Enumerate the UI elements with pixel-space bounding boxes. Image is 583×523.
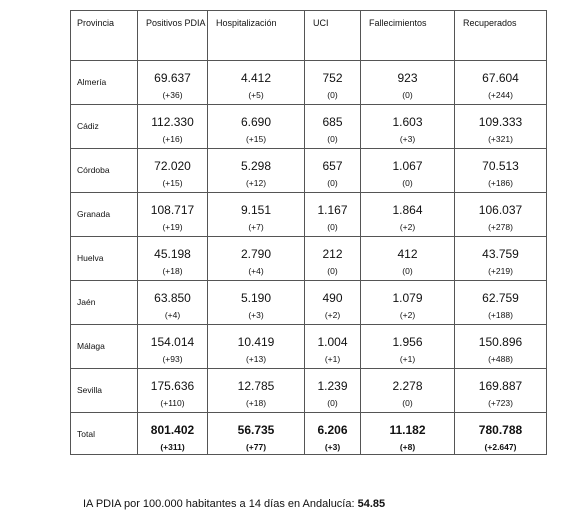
cell-value	[138, 237, 208, 281]
cell-delta-value: (+16)	[162, 134, 183, 144]
cell-delta-value: (+36)	[162, 90, 183, 100]
cell-main-value: 2.278	[392, 379, 423, 393]
cell-main-value: 175.636	[150, 379, 195, 393]
cell-value	[208, 413, 305, 455]
cell-main-value: 6.206	[317, 423, 348, 437]
cell-value	[208, 105, 305, 149]
cell-value	[305, 369, 361, 413]
cell-value	[208, 325, 305, 369]
cell-delta-value: (0)	[327, 266, 338, 276]
cell-main-value: 2.790	[240, 247, 272, 261]
cell-delta-value: (+18)	[245, 398, 267, 408]
cell-main-value: 412	[397, 247, 418, 261]
cell-provincia: Córdoba	[71, 149, 138, 193]
cell-main-value: 780.788	[478, 423, 523, 437]
cell-main-value: 62.759	[482, 291, 519, 305]
cell-main-value: 923	[397, 71, 418, 85]
cell-main-value: 43.759	[482, 247, 519, 261]
cell-delta-value: (0)	[327, 178, 338, 188]
cell-delta-value: (+13)	[245, 354, 267, 364]
cell-main-value: 9.151	[240, 203, 272, 217]
cell-delta-value: (+244)	[488, 90, 513, 100]
cell-value	[138, 413, 208, 455]
table-row	[71, 237, 547, 281]
cell-delta-value: (+3)	[324, 442, 341, 452]
cell-delta-value: (+2)	[324, 310, 341, 320]
cell-value	[305, 105, 361, 149]
cell-value	[138, 193, 208, 237]
cell-value	[361, 237, 455, 281]
cell-value	[455, 237, 547, 281]
cell-value	[138, 149, 208, 193]
cell-main-value: 657	[322, 159, 343, 173]
cell-value	[361, 61, 455, 105]
cell-provincia: Huelva	[71, 237, 138, 281]
cell-delta-value: (+8)	[399, 442, 416, 452]
cell-value	[305, 193, 361, 237]
cell-delta-value: (0)	[402, 90, 413, 100]
cell-value	[208, 193, 305, 237]
cell-main-value: 801.402	[150, 423, 195, 437]
cell-main-value: 109.333	[478, 115, 523, 129]
table-row	[71, 149, 547, 193]
table-row	[71, 105, 547, 149]
cell-delta-value: (0)	[402, 178, 413, 188]
cell-main-value: 490	[322, 291, 343, 305]
header-fallecimientos: Fallecimientos	[361, 11, 455, 61]
cell-value	[361, 193, 455, 237]
cell-delta-value: (+12)	[245, 178, 267, 188]
cell-delta-value: (+488)	[488, 354, 513, 364]
cell-delta-value: (+278)	[488, 222, 513, 232]
cell-delta-value: (+7)	[248, 222, 264, 232]
cell-value	[305, 281, 361, 325]
cell-main-value: 1.603	[392, 115, 423, 129]
cell-main-value: 63.850	[154, 291, 191, 305]
cell-main-value: 72.020	[154, 159, 191, 173]
cell-delta-value: (0)	[327, 90, 338, 100]
footnote	[83, 498, 385, 510]
cell-delta-value: (+110)	[160, 398, 185, 408]
cell-main-value: 1.067	[392, 159, 423, 173]
cell-main-value: 69.637	[154, 71, 191, 85]
cell-delta-value: (+219)	[488, 266, 513, 276]
cell-value	[138, 281, 208, 325]
cell-main-value: 169.887	[478, 379, 523, 393]
cell-main-value: 108.717	[150, 203, 195, 217]
cell-main-value: 11.182	[389, 423, 426, 437]
table-row	[71, 325, 547, 369]
cell-main-value: 1.239	[317, 379, 348, 393]
cell-provincia: Cádiz	[71, 105, 138, 149]
cell-provincia: Granada	[71, 193, 138, 237]
cell-value	[138, 105, 208, 149]
cell-provincia: Jaén	[71, 281, 138, 325]
cell-main-value: 150.896	[478, 335, 523, 349]
cell-value	[455, 325, 547, 369]
cell-main-value: 45.198	[154, 247, 191, 261]
cell-delta-value: (+723)	[488, 398, 513, 408]
cell-main-value: 10.419	[237, 335, 275, 349]
cell-value	[361, 149, 455, 193]
cell-main-value: 4.412	[240, 71, 272, 85]
table-body	[71, 61, 547, 455]
cell-provincia: Almería	[71, 61, 138, 105]
cell-value	[361, 369, 455, 413]
footnote-value: 54.85	[357, 498, 386, 510]
cell-delta-value: (+93)	[162, 354, 183, 364]
table-row	[71, 369, 547, 413]
cell-delta-value: (+3)	[399, 134, 416, 144]
cell-value	[361, 413, 455, 455]
table-header-row	[71, 11, 547, 61]
cell-value	[138, 61, 208, 105]
header-positivos-pdia: Positivos PDIA	[138, 11, 208, 61]
cell-value	[208, 149, 305, 193]
cell-delta-value: (0)	[327, 222, 338, 232]
cell-value	[138, 325, 208, 369]
cell-value	[208, 369, 305, 413]
cell-main-value: 154.014	[150, 335, 195, 349]
cell-main-value: 212	[322, 247, 343, 261]
cell-delta-value: (+19)	[162, 222, 183, 232]
table-row	[71, 61, 547, 105]
cell-value	[305, 413, 361, 455]
cell-main-value: 752	[322, 71, 343, 85]
cell-delta-value: (+1)	[399, 354, 416, 364]
cell-provincia: Sevilla	[71, 369, 138, 413]
cell-value	[138, 369, 208, 413]
cell-value	[455, 61, 547, 105]
cell-provincia: Málaga	[71, 325, 138, 369]
cell-value	[455, 149, 547, 193]
cell-main-value: 106.037	[478, 203, 523, 217]
cell-main-value: 685	[322, 115, 343, 129]
cell-main-value: 1.004	[317, 335, 348, 349]
header-hospitalizacion: Hospitalización	[208, 11, 305, 61]
cell-delta-value: (+4)	[248, 266, 264, 276]
cell-delta-value: (+15)	[245, 134, 267, 144]
cell-delta-value: (0)	[402, 398, 413, 408]
cell-value	[361, 281, 455, 325]
cell-main-value: 1.956	[392, 335, 423, 349]
cell-main-value: 67.604	[482, 71, 519, 85]
cell-main-value: 112.330	[151, 115, 194, 129]
cell-delta-value: (+311)	[160, 442, 185, 452]
cell-main-value: 5.298	[240, 159, 272, 173]
cell-main-value: 1.167	[317, 203, 348, 217]
cell-main-value: 70.513	[482, 159, 519, 173]
cell-value	[455, 413, 547, 455]
cell-value	[455, 281, 547, 325]
cell-delta-value: (+77)	[245, 442, 267, 452]
cell-value	[305, 325, 361, 369]
cell-main-value: 5.190	[240, 291, 272, 305]
cell-main-value: 1.864	[392, 203, 423, 217]
cell-delta-value: (+188)	[488, 310, 513, 320]
header-uci: UCI	[305, 11, 361, 61]
header-recuperados: Recuperados	[455, 11, 547, 61]
cell-delta-value: (+5)	[248, 90, 264, 100]
cell-delta-value: (0)	[327, 134, 338, 144]
cell-value	[455, 105, 547, 149]
cell-value	[208, 61, 305, 105]
table-row	[71, 193, 547, 237]
cell-value	[208, 281, 305, 325]
cell-delta-value: (+2)	[399, 310, 416, 320]
cell-value	[305, 61, 361, 105]
cell-main-value: 56.735	[237, 423, 275, 437]
cell-main-value: 6.690	[240, 115, 272, 129]
cell-value	[305, 149, 361, 193]
covid-data-table	[70, 10, 547, 455]
cell-value	[208, 237, 305, 281]
cell-provincia: Total	[71, 413, 138, 455]
cell-value	[455, 369, 547, 413]
cell-delta-value: (+4)	[164, 310, 181, 320]
cell-delta-value: (0)	[327, 398, 338, 408]
cell-delta-value: (+2)	[399, 222, 416, 232]
cell-value	[361, 105, 455, 149]
cell-delta-value: (+1)	[324, 354, 341, 364]
cell-main-value: 1.079	[392, 291, 423, 305]
cell-delta-value: (0)	[402, 266, 413, 276]
header-provincia: Provincia	[71, 11, 138, 61]
cell-delta-value: (+3)	[248, 310, 264, 320]
cell-value	[305, 237, 361, 281]
cell-value	[361, 325, 455, 369]
table-row	[71, 413, 547, 455]
cell-delta-value: (+18)	[162, 266, 183, 276]
cell-value	[455, 193, 547, 237]
cell-delta-value: (+186)	[488, 178, 513, 188]
table-row	[71, 281, 547, 325]
footnote-label: IA PDIA por 100.000 habitantes a 14 días en Andalucía:	[83, 498, 358, 510]
cell-delta-value: (+2.647)	[484, 442, 517, 452]
cell-main-value: 12.785	[237, 379, 275, 393]
cell-delta-value: (+321)	[488, 134, 513, 144]
cell-delta-value: (+15)	[162, 178, 183, 188]
